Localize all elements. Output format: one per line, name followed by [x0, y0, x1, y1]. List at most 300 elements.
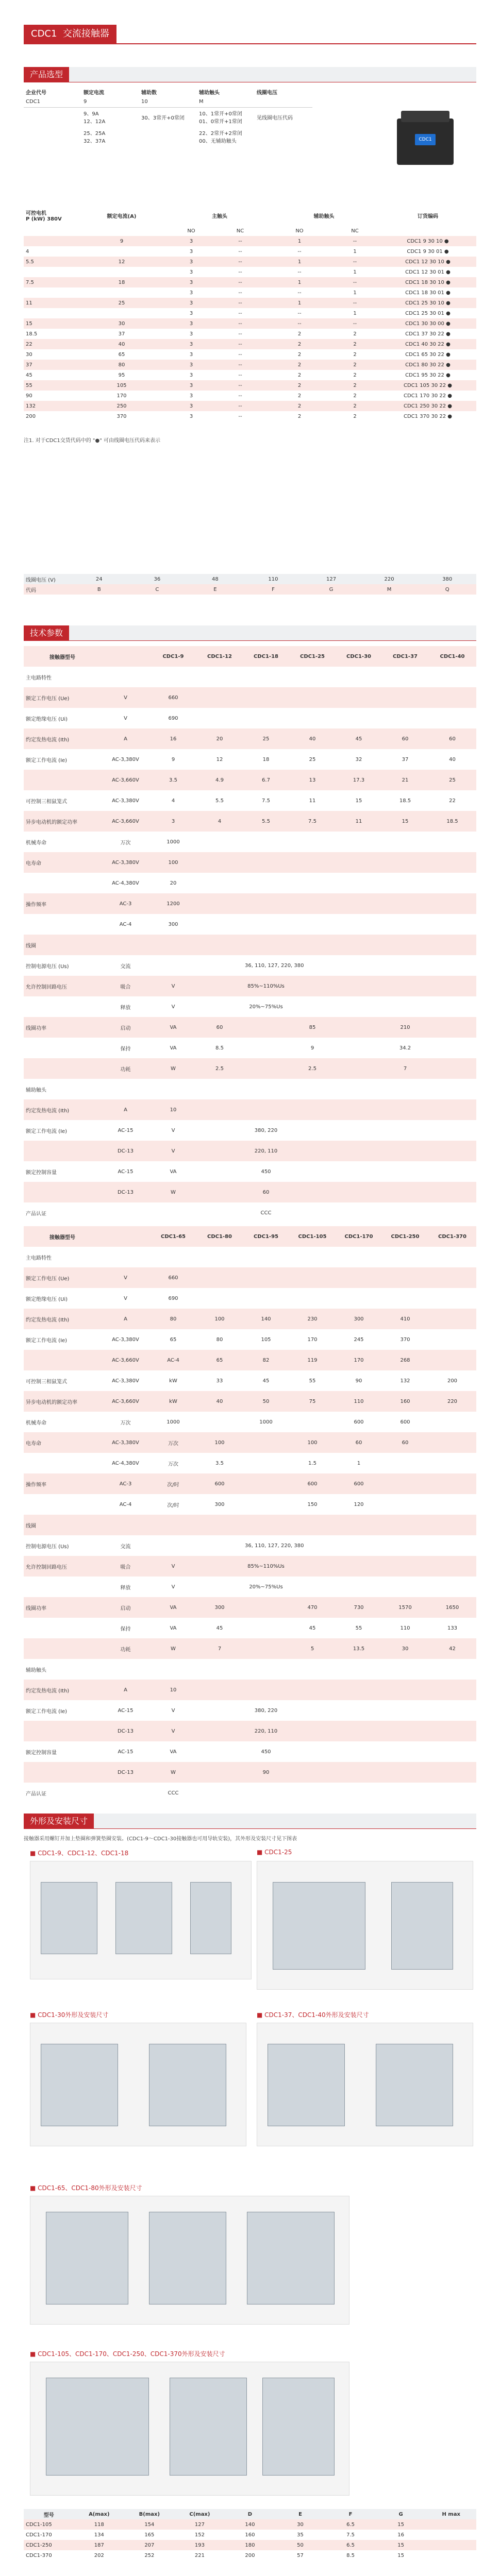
table-cell: 交流 — [120, 1544, 131, 1550]
table-cell: A — [101, 1099, 150, 1120]
table-row — [24, 1350, 476, 1370]
table-cell — [24, 1721, 101, 1741]
table-cell — [428, 1058, 476, 1079]
table-cell: 55 — [24, 380, 73, 391]
table-cell — [196, 1680, 243, 1700]
section-title: 技术参数 — [24, 625, 69, 641]
table-cell — [196, 1535, 243, 1556]
table-cell — [336, 1535, 382, 1556]
product-photo — [397, 106, 454, 165]
table-cell: 600 — [196, 1473, 243, 1494]
table-cell: 8.5 — [215, 1045, 224, 1051]
table-cell: 17.3 — [336, 770, 382, 790]
table-cell: 3 — [189, 290, 193, 296]
table-cell — [382, 1577, 428, 1597]
table-cell: CCC — [168, 1790, 179, 1796]
table-cell: -- — [212, 401, 269, 411]
table-cell — [428, 1783, 476, 1803]
table-cell: 1 — [353, 269, 357, 275]
table-cell — [243, 1515, 289, 1535]
table-cell: V — [124, 1295, 127, 1301]
table-cell: AC-3,660V — [101, 1350, 150, 1370]
table-cell — [196, 687, 243, 708]
table-cell: 2 — [269, 339, 330, 349]
table-cell: 660 — [150, 1267, 196, 1288]
table-row — [24, 391, 476, 401]
dim-drawing-5 — [30, 2196, 349, 2325]
table-cell: 250 — [73, 401, 171, 411]
table-cell — [196, 1577, 243, 1597]
table-row — [24, 955, 476, 976]
table-row — [24, 2530, 476, 2540]
table-cell — [428, 852, 476, 873]
title-text: 交流接触器 — [62, 28, 109, 39]
table-cell: CDC1-105 — [24, 2519, 74, 2530]
table-row — [24, 1783, 476, 1803]
table-cell: 220 — [428, 1391, 476, 1412]
table-cell — [382, 1556, 428, 1577]
table-cell — [289, 1515, 336, 1535]
table-cell: 37 — [24, 360, 73, 370]
table-cell — [428, 832, 476, 852]
table-cell: 电寿命 — [24, 852, 101, 873]
column-header: CDC1-18 — [243, 646, 289, 667]
table-cell — [243, 1680, 289, 1700]
table-cell: CDC1 9 30 01 ● — [407, 248, 449, 255]
table-cell — [428, 1535, 476, 1556]
table-row — [24, 1329, 476, 1350]
table-cell — [382, 1247, 428, 1267]
table-row — [24, 1161, 476, 1182]
front-view — [273, 1882, 365, 1970]
table-cell — [150, 1515, 196, 1535]
table-row — [24, 308, 476, 318]
table-cell: 2 — [269, 380, 330, 391]
table-row — [24, 2540, 476, 2550]
table-cell — [243, 1638, 289, 1659]
table-cell: 140 — [225, 2519, 275, 2530]
fig-caption-4: ■ CDC1-37、CDC1-40外形及安装尺寸 — [257, 2011, 369, 2019]
table-cell: 690 — [168, 715, 178, 721]
table-cell — [382, 976, 428, 996]
table-cell: 吸合 — [101, 1556, 150, 1577]
table-cell — [243, 1247, 289, 1267]
table-cell — [150, 955, 196, 976]
table-cell — [336, 976, 382, 996]
table-cell: 600 — [354, 1419, 364, 1425]
table-cell — [428, 1432, 476, 1453]
table-row — [24, 318, 476, 329]
table-cell: 1650 — [428, 1597, 476, 1618]
table-cell: 30 — [73, 318, 171, 329]
table-cell: -- — [330, 318, 379, 329]
table-cell: V — [171, 1584, 175, 1590]
table-cell — [289, 1680, 336, 1700]
table-cell: A — [101, 1680, 150, 1700]
table-cell: AC-3,660V — [101, 770, 150, 790]
table-cell: -- — [238, 269, 242, 275]
table-cell: 15 — [382, 811, 428, 832]
table-cell — [336, 1017, 382, 1038]
table-cell — [382, 893, 428, 914]
table-cell: 100 — [196, 1432, 243, 1453]
table-cell — [336, 1741, 382, 1762]
table-cell: AC-3,380V — [112, 1336, 139, 1343]
table-row — [24, 1741, 476, 1762]
table-cell — [336, 852, 382, 873]
table-cell: 118 — [74, 2519, 125, 2530]
table-cell — [428, 667, 476, 687]
table-cell — [336, 873, 382, 893]
table-cell — [73, 287, 171, 298]
coil-code: F — [272, 586, 275, 592]
side-view — [149, 2212, 226, 2304]
coil-code: G — [329, 586, 334, 592]
table-cell: 45 — [336, 728, 382, 749]
table-cell: -- — [330, 257, 379, 267]
table-cell: 37 — [118, 331, 125, 337]
table-row — [24, 1370, 476, 1391]
table-cell — [428, 1079, 476, 1099]
side-view — [170, 2378, 247, 2476]
table-cell: AC-15 — [118, 1749, 134, 1755]
table-cell: AC-3,660V — [101, 811, 150, 832]
table-cell — [336, 955, 382, 976]
table-cell — [243, 687, 289, 708]
table-row — [24, 935, 476, 955]
table-cell: 1000 — [166, 1419, 180, 1425]
table-cell: 40 — [449, 756, 456, 762]
table-cell: 25 — [243, 728, 289, 749]
table-cell: 154 — [124, 2519, 175, 2530]
table-cell: 1570 — [382, 1597, 428, 1618]
table-cell: 1.5 — [308, 1460, 316, 1466]
table-cell — [382, 852, 428, 873]
table-cell — [24, 996, 101, 1017]
table-cell: 133 — [447, 1625, 458, 1631]
table-cell — [382, 1473, 428, 1494]
table-cell: VA — [170, 1749, 177, 1755]
table-row — [24, 267, 476, 277]
table-cell: 1 — [353, 310, 357, 316]
front-view — [41, 2044, 118, 2126]
table-cell: 5.5 — [243, 811, 289, 832]
table-cell: 辅助触头 — [26, 1087, 46, 1093]
table-cell: 160 — [382, 1391, 428, 1412]
table-cell — [382, 914, 428, 935]
table-cell — [336, 832, 382, 852]
table-cell — [24, 287, 73, 298]
table-cell — [150, 1247, 196, 1267]
table-cell — [336, 1680, 382, 1700]
table-cell — [24, 1638, 101, 1659]
table-cell — [382, 1161, 428, 1182]
table-cell: 额定绝缘电压 (Ui) — [26, 716, 68, 722]
table-cell: 3 — [171, 380, 212, 391]
table-cell: W — [150, 1182, 196, 1202]
table-cell — [336, 914, 382, 935]
table-cell: 2 — [330, 380, 379, 391]
table-cell — [243, 1597, 289, 1618]
table-row — [24, 852, 476, 873]
table-cell: 187 — [74, 2540, 125, 2550]
table-cell: 100 — [150, 852, 196, 873]
spec-header: 可控电机 P (kW) 380V — [26, 211, 62, 222]
table-cell: 45 — [26, 372, 32, 378]
table-cell: 20 — [196, 728, 243, 749]
table-cell — [243, 1267, 289, 1288]
table-cell: 释放 — [120, 1585, 131, 1591]
table-cell: 16 — [397, 2532, 404, 2538]
table-cell: CDC1 65 30 22 ● — [405, 351, 451, 358]
top-view — [262, 2378, 335, 2476]
table-cell: CDC1 18 30 01 ● — [405, 290, 451, 296]
table-cell — [73, 246, 171, 257]
table-cell: 21 — [382, 770, 428, 790]
table-cell — [101, 1247, 150, 1267]
table-cell — [428, 687, 476, 708]
table-cell: 10 — [150, 1099, 196, 1120]
table-cell: 万次 — [168, 1461, 178, 1467]
table-cell: 万次 — [120, 840, 131, 846]
table-cell: 300 — [336, 1309, 382, 1329]
table-cell — [289, 1099, 336, 1120]
table-cell — [289, 1182, 336, 1202]
table-cell: 启动 — [101, 1597, 150, 1618]
table-cell: 268 — [382, 1350, 428, 1370]
table-cell: 7 — [382, 1058, 428, 1079]
table-cell: 6.7 — [243, 770, 289, 790]
table-cell: 7.5 — [289, 811, 336, 832]
table-cell: 3 — [171, 401, 212, 411]
table-cell — [196, 955, 243, 976]
table-cell — [336, 687, 382, 708]
table-cell: 1200 — [150, 893, 196, 914]
table-cell: AC-3,380V — [112, 1378, 139, 1384]
table-cell: AC-3,380V — [112, 756, 139, 762]
table-cell — [428, 1288, 476, 1309]
column-header: CDC1-37 — [382, 646, 428, 667]
table-cell — [428, 1038, 476, 1058]
table-cell: 主电路特性 — [26, 675, 52, 681]
table-cell — [196, 852, 243, 873]
spec-subheader: NC — [236, 228, 244, 234]
table-cell: 辅助触头 — [26, 1667, 46, 1673]
table-cell: 3 — [189, 310, 193, 316]
table-cell: -- — [212, 318, 269, 329]
table-cell: 690 — [168, 1295, 178, 1301]
table-cell: 额定绝缘电压 (Ui) — [26, 1296, 68, 1302]
table-cell — [196, 1120, 243, 1141]
table-cell: 机械寿命 — [26, 840, 46, 846]
front-view — [268, 2044, 345, 2126]
table-row — [24, 1680, 476, 1700]
table-cell: 18.5 — [399, 798, 411, 804]
table-cell: AC-3,660V — [101, 1391, 150, 1412]
table-cell: 80 — [73, 360, 171, 370]
table-row — [24, 1017, 476, 1038]
table-row — [24, 1535, 476, 1556]
table-cell: 保持 — [120, 1626, 131, 1632]
table-cell: 2 — [297, 413, 302, 419]
table-row — [24, 1597, 476, 1618]
table-cell: 2 — [269, 360, 330, 370]
table-cell — [428, 1017, 476, 1038]
fig-caption-5: ■ CDC1-65、CDC1-80外形及安装尺寸 — [30, 2184, 142, 2192]
table-cell: -- — [238, 351, 242, 358]
table-cell: VA — [150, 1597, 196, 1618]
table-cell: V — [150, 1556, 196, 1577]
table-cell: 允许控制回路电压 — [24, 976, 101, 996]
spec-table — [24, 205, 476, 444]
table-cell: AC-15 — [118, 1168, 134, 1175]
table-cell: 380, 220 — [254, 1707, 278, 1714]
table-cell — [24, 1618, 101, 1638]
table-cell — [428, 1453, 476, 1473]
table-cell — [289, 667, 336, 687]
table-cell — [428, 935, 476, 955]
table-cell: 2 — [330, 401, 379, 411]
table-cell — [382, 1141, 428, 1161]
table-cell — [336, 1515, 382, 1535]
table-cell: 2.5 — [196, 1058, 243, 1079]
table-cell: -- — [238, 331, 242, 337]
table-row — [24, 277, 476, 287]
table-cell — [196, 873, 243, 893]
table-cell: -- — [297, 248, 302, 255]
table-cell — [289, 1247, 336, 1267]
table-cell: 2 — [269, 401, 330, 411]
column-header — [101, 646, 150, 667]
table-cell: 207 — [124, 2540, 175, 2550]
table-cell — [382, 667, 428, 687]
table-row — [24, 1099, 476, 1120]
table-row — [24, 1721, 476, 1741]
table-cell — [336, 667, 382, 687]
table-cell: 6.5 — [325, 2540, 376, 2550]
table-row — [24, 1515, 476, 1535]
table-cell — [243, 1432, 289, 1453]
section-view — [190, 1882, 231, 1954]
table-cell: 3 — [171, 277, 212, 287]
table-cell — [24, 1058, 101, 1079]
table-cell — [336, 1099, 382, 1120]
spec-subheader: NC — [351, 228, 359, 234]
table-cell: 控制电源电压 (Us) — [26, 963, 69, 970]
table-cell: 45 — [309, 1625, 316, 1631]
column-header — [101, 1226, 150, 1247]
table-cell — [382, 687, 428, 708]
column-header: CDC1-9 — [150, 646, 196, 667]
table-cell: AC-4 — [150, 1350, 196, 1370]
table-cell — [382, 1494, 428, 1515]
table-cell: 110 — [336, 1391, 382, 1412]
table-cell: 2 — [330, 360, 379, 370]
table-cell: -- — [212, 380, 269, 391]
table-cell — [428, 1556, 476, 1577]
coil-value: 220 — [384, 576, 394, 582]
fig-title: CDC1-37、CDC1-40外形及安装尺寸 — [264, 2011, 369, 2019]
table-cell: -- — [212, 257, 269, 267]
table-cell — [428, 1329, 476, 1350]
table-cell: 额定控制容量 — [26, 1750, 57, 1756]
table-cell: 100 — [196, 1309, 243, 1329]
coil-code: Q — [445, 586, 449, 592]
contactor-terminals — [401, 111, 449, 122]
table-cell: 12 — [216, 756, 223, 762]
table-cell: AC-4,380V — [112, 1460, 139, 1466]
table-cell — [243, 708, 289, 728]
table-row — [24, 329, 476, 339]
table-cell: 电寿命 — [24, 1432, 101, 1453]
table-cell: CDC1 25 30 01 ● — [405, 310, 451, 316]
table-cell: 3 — [189, 269, 193, 275]
table-cell: 36, 110, 127, 220, 380 — [245, 1543, 304, 1549]
table-cell — [196, 1288, 243, 1309]
table-cell: 20%~75%Us — [249, 1584, 283, 1590]
table-cell: 约定发热电流 (Ith) — [24, 1309, 101, 1329]
table-cell — [24, 1762, 101, 1783]
table-cell — [196, 996, 243, 1017]
table-cell: 34.2 — [399, 1045, 411, 1051]
table-cell — [243, 914, 289, 935]
table-cell — [101, 667, 150, 687]
table-cell: 40 — [289, 728, 336, 749]
table-row — [24, 1391, 476, 1412]
table-cell: 3.5 — [215, 1460, 224, 1466]
dim-drawing-4 — [257, 2023, 473, 2146]
model-cell: 9 — [84, 99, 87, 105]
table-cell: AC-15 — [118, 1707, 134, 1714]
table-cell — [428, 1577, 476, 1597]
table-cell: 16 — [150, 728, 196, 749]
table-cell — [382, 1659, 428, 1680]
table-cell — [196, 1700, 243, 1721]
tech-table-2 — [24, 1226, 476, 1803]
table-cell: 200 — [245, 2552, 255, 2558]
table-cell: DC-13 — [101, 1762, 150, 1783]
table-cell: V — [171, 1127, 175, 1133]
table-cell: -- — [212, 236, 269, 246]
table-cell — [24, 770, 101, 790]
table-cell: 3 — [171, 360, 212, 370]
table-cell: 3 — [189, 248, 193, 255]
table-cell — [196, 1099, 243, 1120]
table-cell: 410 — [382, 1309, 428, 1329]
table-cell: 180 — [225, 2540, 275, 2550]
table-cell — [428, 893, 476, 914]
table-cell: DC-13 — [101, 1182, 150, 1202]
model-header: 辅助触头 — [199, 90, 220, 96]
dims-table — [24, 2509, 476, 2561]
fig-caption-2: ■ CDC1-25 — [257, 1849, 292, 1856]
table-cell — [196, 1783, 243, 1803]
table-cell — [382, 935, 428, 955]
fig-title: CDC1-9、CDC1-12、CDC1-18 — [38, 1850, 129, 1857]
table-row — [24, 1058, 476, 1079]
table-cell: 200 — [447, 1378, 458, 1384]
table-cell — [24, 1453, 101, 1473]
column-header: 型号 — [43, 2512, 54, 2518]
table-cell: 80 — [150, 1309, 196, 1329]
table-cell: 3 — [171, 236, 212, 246]
table-cell: 4 — [196, 811, 243, 832]
table-cell: 11 — [24, 298, 73, 308]
column-header: 接触器型号 — [24, 1226, 101, 1247]
table-cell: 13.5 — [336, 1638, 382, 1659]
table-cell: 9 — [171, 756, 175, 762]
table-cell: 60 — [382, 728, 428, 749]
